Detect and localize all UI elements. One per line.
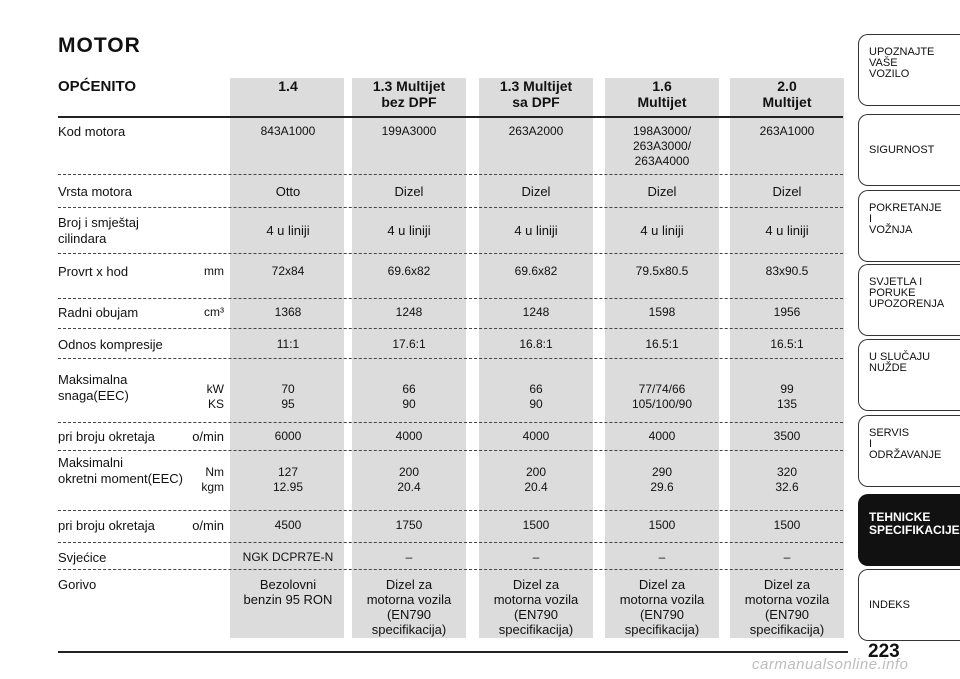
row-separator bbox=[58, 328, 843, 329]
table-cell: 263A1000 bbox=[759, 124, 815, 138]
column-header: 1.6 Multijet bbox=[637, 78, 687, 110]
chapter-tab-label: SIGURNOST bbox=[869, 144, 935, 156]
column-header: 1.4 bbox=[278, 78, 298, 94]
table-cell: 66 90 bbox=[402, 382, 416, 411]
row-label: Broj i smještaj cilindara bbox=[58, 215, 139, 246]
table-cell: 4 u liniji bbox=[640, 223, 684, 238]
table-cell: 1750 bbox=[395, 518, 423, 532]
table-cell: 1500 bbox=[648, 518, 676, 532]
chapter-tab[interactable] bbox=[858, 415, 960, 487]
chapter-tab-label: UPOZNAJTE VAŠE VOZILO bbox=[869, 46, 935, 80]
chapter-tab[interactable] bbox=[858, 569, 960, 641]
table-cell: 199A3000 bbox=[381, 124, 437, 138]
table-cell: – bbox=[658, 550, 666, 564]
chapter-tab[interactable] bbox=[858, 339, 960, 411]
row-label: Kod motora bbox=[58, 124, 126, 139]
chapter-tab-label: SERVIS I ODRŽAVANJE bbox=[869, 427, 942, 461]
table-cell: NGK DCPR7E-N bbox=[242, 550, 334, 564]
table-cell: 16.8:1 bbox=[519, 337, 553, 351]
row-separator bbox=[58, 569, 843, 570]
bottom-rule bbox=[58, 651, 848, 653]
page-title: MOTOR bbox=[58, 34, 141, 57]
table-cell: Dizel bbox=[772, 184, 802, 199]
row-unit: o/min bbox=[192, 429, 224, 444]
table-cell: 3500 bbox=[773, 429, 801, 443]
table-cell: 4500 bbox=[274, 518, 302, 532]
row-label: Maksimalna snaga(EEC) bbox=[58, 372, 129, 403]
row-separator bbox=[58, 542, 843, 543]
row-separator bbox=[58, 358, 843, 359]
table-cell: 843A1000 bbox=[260, 124, 316, 138]
table-cell: 1598 bbox=[648, 305, 676, 319]
table-cell: 1368 bbox=[274, 305, 302, 319]
table-cell: Dizel za motorna vozila (EN790 specifikacija) bbox=[744, 577, 830, 637]
row-separator bbox=[58, 207, 843, 208]
column-header: 1.3 Multijet sa DPF bbox=[499, 78, 573, 110]
row-label: Vrsta motora bbox=[58, 184, 132, 199]
row-unit: kW KS bbox=[206, 382, 224, 411]
chapter-tab[interactable] bbox=[858, 264, 960, 336]
chapter-tab[interactable] bbox=[858, 190, 960, 262]
table-cell: 320 32.6 bbox=[775, 465, 799, 494]
table-cell: Dizel za motorna vozila (EN790 specifikacija) bbox=[366, 577, 452, 637]
chapter-tab[interactable] bbox=[858, 34, 960, 106]
table-cell: 72x84 bbox=[271, 264, 305, 278]
chapter-tab-label: SVJETLA I PORUKE UPOZORENJA bbox=[869, 276, 945, 310]
table-cell: – bbox=[405, 550, 413, 564]
table-cell: 77/74/66 105/100/90 bbox=[631, 382, 693, 411]
table-cell: 127 12.95 bbox=[272, 465, 304, 494]
chapter-tab-label: TEHNICKE SPECIFIKACIJE bbox=[869, 510, 960, 537]
row-label: Svjećice bbox=[58, 550, 107, 565]
chapter-tab[interactable] bbox=[858, 494, 960, 566]
table-cell: 1248 bbox=[395, 305, 423, 319]
table-cell: 4000 bbox=[522, 429, 550, 443]
row-separator bbox=[58, 174, 843, 175]
table-cell: Dizel bbox=[394, 184, 424, 199]
chapter-tab-label: INDEKS bbox=[869, 599, 910, 611]
table-cell: 16.5:1 bbox=[645, 337, 679, 351]
row-label: Radni obujam bbox=[58, 305, 139, 320]
table-cell: 83x90.5 bbox=[765, 264, 809, 278]
table-cell: 16.5:1 bbox=[770, 337, 804, 351]
row-unit: mm bbox=[204, 264, 224, 278]
table-cell: 79.5x80.5 bbox=[635, 264, 689, 278]
table-cell: 1500 bbox=[522, 518, 550, 532]
column-header: 2.0 Multijet bbox=[762, 78, 812, 110]
table-cell: Dizel za motorna vozila (EN790 specifikacija) bbox=[619, 577, 705, 637]
table-cell: Bezolovni benzin 95 RON bbox=[243, 577, 333, 607]
table-cell: Dizel za motorna vozila (EN790 specifikacija) bbox=[493, 577, 579, 637]
row-unit: cm³ bbox=[204, 305, 224, 319]
table-cell: 198A3000/ 263A3000/ 263A4000 bbox=[632, 124, 692, 168]
table-cell: 11:1 bbox=[276, 337, 300, 351]
chapter-tab[interactable] bbox=[858, 114, 960, 186]
row-separator bbox=[58, 450, 843, 451]
row-unit: Nm kgm bbox=[201, 465, 224, 494]
table-cell: 70 95 bbox=[281, 382, 295, 411]
chapter-tab-label: U SLUČAJU NUŽDE bbox=[869, 351, 931, 374]
table-cell: 6000 bbox=[274, 429, 302, 443]
table-cell: – bbox=[783, 550, 791, 564]
table-cell: 69.6x82 bbox=[387, 264, 431, 278]
row-label: pri broju okretaja bbox=[58, 518, 155, 533]
page-number: 223 bbox=[868, 641, 900, 662]
row-label: Odnos kompresije bbox=[58, 337, 163, 352]
table-cell: 4 u liniji bbox=[387, 223, 431, 238]
row-separator bbox=[58, 253, 843, 254]
table-cell: 200 20.4 bbox=[524, 465, 548, 494]
row-label: Gorivo bbox=[58, 577, 97, 592]
table-cell: 99 135 bbox=[776, 382, 798, 411]
table-cell: 4 u liniji bbox=[765, 223, 809, 238]
column-header: 1.3 Multijet bez DPF bbox=[372, 78, 446, 110]
row-unit: o/min bbox=[192, 518, 224, 533]
row-label: pri broju okretaja bbox=[58, 429, 155, 444]
table-cell: 4 u liniji bbox=[514, 223, 558, 238]
table-cell: Dizel bbox=[521, 184, 551, 199]
table-cell: 4000 bbox=[648, 429, 676, 443]
table-cell: 17.6:1 bbox=[392, 337, 426, 351]
table-cell: 4000 bbox=[395, 429, 423, 443]
table-cell: 66 90 bbox=[529, 382, 543, 411]
table-cell: 1248 bbox=[522, 305, 550, 319]
table-cell: 1956 bbox=[773, 305, 801, 319]
row-label: Provrt x hod bbox=[58, 264, 129, 279]
table-cell: 290 29.6 bbox=[650, 465, 674, 494]
table-cell: 200 20.4 bbox=[397, 465, 421, 494]
engine-spec-table bbox=[58, 72, 843, 650]
table-cell: 69.6x82 bbox=[514, 264, 558, 278]
section-heading: OPĆENITO bbox=[58, 78, 137, 95]
row-separator bbox=[58, 510, 843, 511]
table-cell: Dizel bbox=[647, 184, 677, 199]
table-cell: – bbox=[532, 550, 540, 564]
table-cell: Otto bbox=[275, 184, 301, 199]
row-separator bbox=[58, 298, 843, 299]
row-label: Maksimalni okretni moment(EEC) bbox=[58, 455, 183, 486]
table-cell: 263A2000 bbox=[508, 124, 564, 138]
header-rule bbox=[58, 116, 843, 118]
watermark: carmanualsonline.info bbox=[752, 656, 909, 673]
table-cell: 4 u liniji bbox=[266, 223, 310, 238]
chapter-tab-label: POKRETANJE I VOŽNJA bbox=[869, 202, 942, 236]
table-cell: 1500 bbox=[773, 518, 801, 532]
row-separator bbox=[58, 422, 843, 423]
